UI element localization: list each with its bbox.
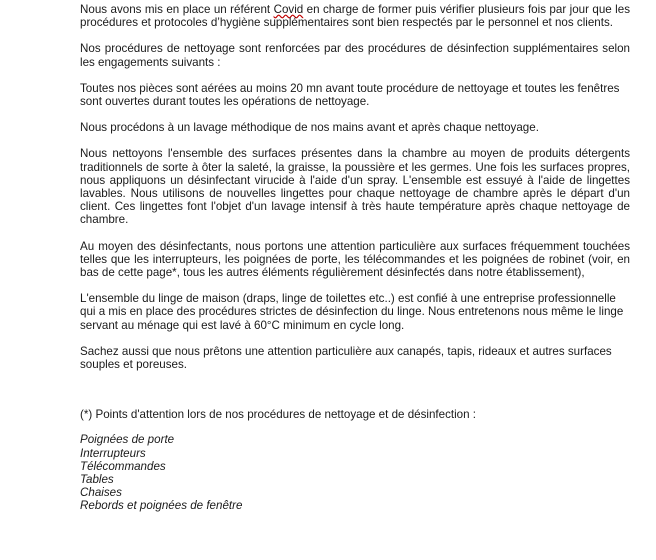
note-heading: (*) Points d'attention lors de nos procédures de nettoyage et de désinfection : [80,408,477,422]
list-item: Télécommandes [80,459,166,473]
list-item: Rebords et poignées de fenêtre [80,499,243,513]
paragraph-surface-cleaning: Nous nettoyons l'ensemble des surfaces présentes dans la chambre au moyen de produits détergents traditionnels de sorte à ôter la saleté, la graisse, la poussière et les germes. Une fois les surfaces propres, nous appliquons un désinfectant virucide à l'aide d'un spray. L'ensemble est essuyé à l'aide de lingettes lavables. Nous utilisons de nouvelles lingettes pour chaque nettoyage de chambre après le départ d'un client. Ces lingettes font l'objet d'un lavage intensif à très haute température après chaque nettoyage de chambre. [80,147,630,227]
paragraph-hand-washing: Nous procédons à un lavage méthodique de nos mains avant et après chaque nettoyage. [80,121,539,135]
covid-word: Covid [273,3,304,16]
paragraph-covid-referent [80,3,630,29]
paragraph-ventilation: Toutes nos pièces sont aérées au moins 20 mn avant toute procédure de nettoyage et toutes les fenêtres sont ouvertes durant toutes les opérations de nettoyage. [80,81,620,109]
paragraph-text-after: en charge de former puis vérifier plusieurs fois par jour que les procédures et protocoles d’hygiène supplémentaires sont bien respectés par le personnel et nos clients. [80,3,630,30]
list-item: Interrupteurs [80,446,146,460]
list-item: Tables [80,473,114,487]
paragraph-text-before: Nous avons mis en place un référent [80,3,274,16]
paragraph-soft-surfaces: Sachez aussi que nous prêtons une attention particulière aux canapés, tapis, rideaux et autres surfaces souples et poreuses. [80,344,612,372]
attention-points-list [80,433,630,512]
list-item: Poignées de porte [80,433,175,447]
paragraph-procedures-intro: Nos procédures de nettoyage sont renforcées par des procédures de désinfection supplémentaires selon les engagements suivants : [80,42,630,69]
document-page [80,3,630,513]
paragraph-linen: L'ensemble du linge de maison (draps, linge de toilettes etc..) est confié à une entreprise professionnelle qui a mis en place des procédures strictes de désinfection du linge. Nous entretenons nous même le linge servant au ménage qui est lavé à 60°C minimum en cycle long. [80,292,624,332]
section-spacer [80,384,630,408]
paragraph-disinfectants: Au moyen des désinfectants, nous portons une attention particulière aux surfaces fréquemment touchées telles que les interrupteurs, les poignées de porte, les télécommandes et les poignées de robinet (voir, en bas de cette page*, tous les autres éléments régulièrement désinfectés dans notre établissement), [80,239,630,280]
list-item: Chaises [80,486,122,500]
